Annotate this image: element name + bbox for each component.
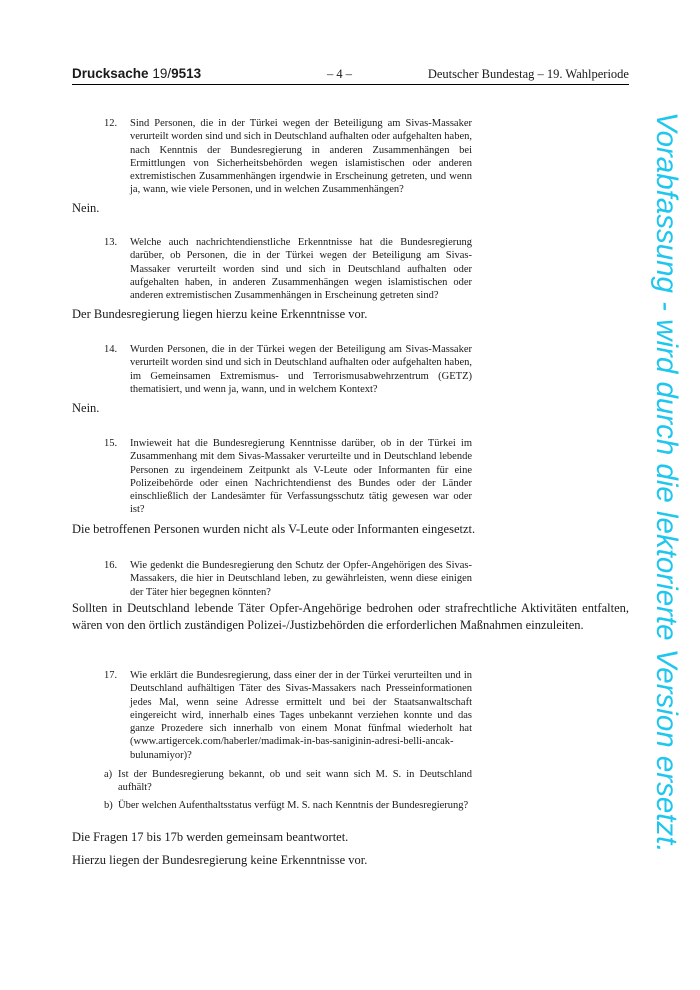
answer-17-intro: Die Fragen 17 bis 17b werden gemeinsam beantwortet. (72, 830, 349, 844)
sub-question-17a (104, 768, 472, 795)
question-number: 15. (104, 438, 118, 449)
sub-question-label: b) (104, 800, 113, 811)
sub-question-text: Über welchen Aufenthaltsstatus verfügt M. S. nach Kenntnis der Bundesregierung? (118, 800, 469, 811)
sub-question-17b (104, 799, 472, 812)
question-12 (104, 117, 472, 197)
doc-number-plain: 19/ (152, 66, 172, 81)
question-15 (104, 437, 472, 517)
sub-question-label: a) (104, 769, 113, 780)
question-number: 13. (104, 237, 118, 248)
question-number: 16. (104, 560, 118, 571)
question-text: Inwieweit hat die Bundesregierung Kenntnisse darüber, ob in der Türkei im Zusammenhang mit dem Sivas-Massaker verurteilte und in Deutschland lebende Personen zu irgendeinem Zeitpunkt als V-Leute oder Informanten für eine Polizeibehörde oder einen Nachrichtendienst des Bundes oder der Länder einschließlich der Landesämter für Verfassungsschutz tätig gewesen war oder ist? (130, 438, 472, 516)
question-14 (104, 343, 472, 396)
question-16 (104, 559, 472, 599)
question-text: Sind Personen, die in der Türkei wegen der Beteiligung am Sivas-Massaker verurteilt worden sind und sich in Deutschland aufhalten oder aufgehalten haben, nach Kenntnis der Bundesregierung in anderen Zusammenhängen bei Ermittlungen von Sicherheitsbehörden wegen islamistischen oder anderen extremistischen Zusammenhängen irgendwie in Erscheinung getreten, und wenn ja, wann, wie viele Personen, und in welchen Zusammenhängen? (130, 118, 472, 196)
question-number: 14. (104, 344, 118, 355)
sub-question-text: Ist der Bundesregierung bekannt, ob und seit wann sich M. S. in Deutschland aufhält? (118, 769, 472, 794)
draft-watermark: Vorabfassung - wird durch die lektorierte Version ersetzt. (650, 112, 683, 853)
question-text: Wurden Personen, die in der Türkei wegen der Beteiligung am Sivas-Massaker verurteilt worden sind und sich in Deutschland aufhalten oder aufgehalten haben, im Gemeinsamen Extremismus- und Terrorismusabwehrzentrum (GETZ) thematisiert, und wenn ja, wann, und in welchem Kontext? (130, 344, 472, 395)
answer-15: Die betroffenen Personen wurden nicht als V-Leute oder Informanten eingesetzt. (72, 522, 476, 536)
doc-number-bold: 9513 (171, 66, 202, 81)
question-17 (104, 669, 472, 762)
question-13 (104, 236, 472, 302)
question-text: Welche auch nachrichtendienstliche Erkenntnisse hat die Bundesregierung darüber, ob Personen, die in der Türkei wegen der Beteiligung am Sivas-Massaker verurteilt worden sind und sich in Deutschland aufhalten oder aufgehalten haben, in anderen Zusammenhängen wegen islamistischen oder anderen extremistischen Zusammenhängen in Erscheinung getreten sind? (130, 237, 472, 302)
institution-label: Deutscher Bundestag – 19. Wahlperiode (427, 67, 629, 81)
question-text: Wie gedenkt die Bundesregierung den Schutz der Opfer-Angehörigen des Sivas-Massakers, die hier in Deutschland leben, zu gewährleisten, wenn diese einigen der Täter hier begegnen könnten? (130, 560, 472, 598)
answer-17: Hierzu liegen der Bundesregierung keine Erkenntnisse vor. (72, 853, 368, 867)
page-number: – 4 – (327, 67, 352, 81)
doc-label: Drucksache (72, 66, 149, 81)
answer-13: Der Bundesregierung liegen hierzu keine Erkenntnisse vor. (72, 307, 368, 321)
question-number: 12. (104, 118, 118, 129)
question-number: 17. (104, 670, 118, 681)
page-header (72, 64, 629, 85)
document-number (72, 66, 201, 81)
answer-14: Nein. (72, 401, 100, 415)
answer-16: Sollten in Deutschland lebende Täter Opfer-Angehörige bedrohen oder strafrechtliche Aktivitäten entfalten, wären von den örtlich zuständigen Polizei-/Justizbehörden die erforderlichen Maßnahmen einzuleiten. (72, 601, 629, 632)
answer-12: Nein. (72, 201, 100, 215)
question-text: Wie erklärt die Bundesregierung, dass einer der in der Türkei verurteilten und in Deutschland aufhältigen Täter des Sivas-Massakers nach Presseinformationen jedes Mal, wenn seine Adresse ermittelt und bei der Staatsanwaltschaft eingereicht wird, innerhalb eines Tages unbekannt verziehen konnte und das ganze Prozedere sich innerhalb von einem Monat fünfmal wiederholt hat (www.artigercek.com/haberler/madimak-in-bas-saniginin-adresi-belli-ancak-bulunamiyor)? (130, 670, 472, 761)
